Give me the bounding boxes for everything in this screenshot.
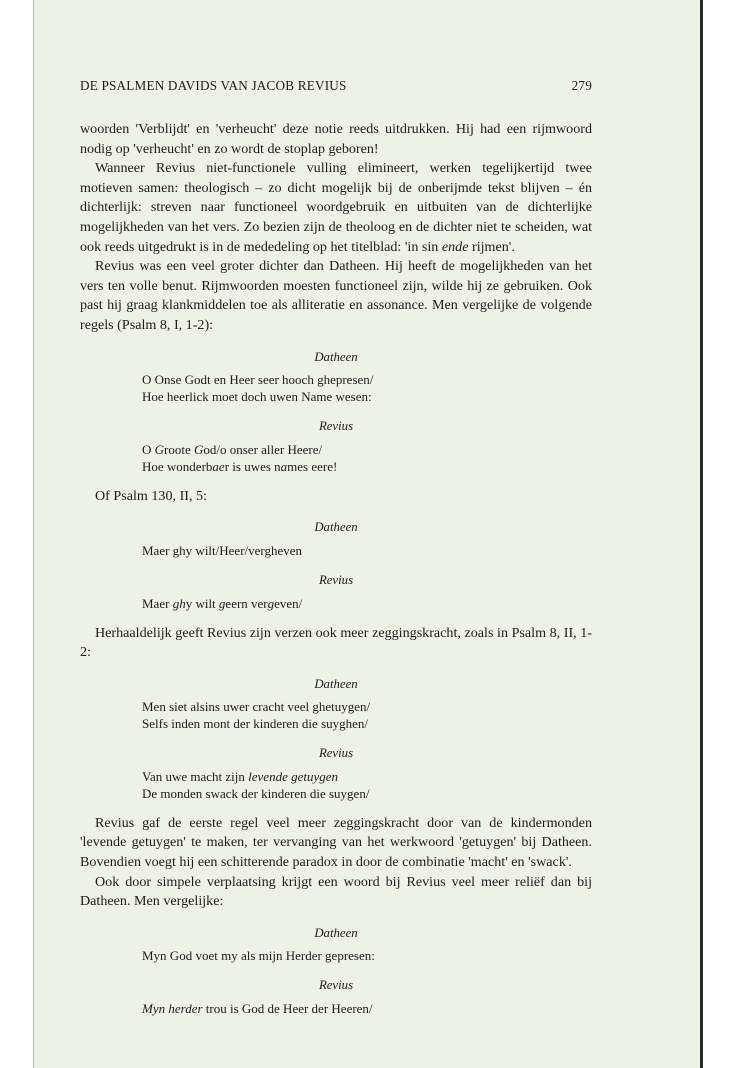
verse-emphasis: Myn herder	[142, 1001, 203, 1017]
page-number: 279	[571, 78, 592, 93]
verse-segment: roote	[164, 441, 194, 457]
verse-segment: Van uwe macht zijn	[142, 768, 249, 784]
paragraph-2-tail: rijmen'.	[468, 238, 515, 255]
spacer	[80, 475, 592, 487]
example-1	[80, 348, 592, 475]
verse-segment: O	[142, 441, 155, 457]
verse-emphasis: levende getuygen	[248, 768, 339, 784]
emphasis-ende: ende	[441, 238, 469, 255]
paragraph-6: Revius gaf de eerste regel veel meer zeggingskracht door van de kindermonden 'levende getuygen' te maken, ter vervanging van het werkwoord 'getuygen' bij Datheen. Bovendien voegt hij een schitterende paradox in door de combinatie 'macht' en 'swack'.	[80, 814, 592, 871]
verse-segment: mes eere!	[287, 458, 338, 474]
label-revius: Revius	[318, 572, 354, 587]
page-left-edge	[33, 0, 34, 1068]
paragraph-1: woorden 'Verblijdt' en 'verheucht' deze notie reeds uitdrukken. Hij had een rijmwoord nodig op 'verheucht' en zo wordt de stoplap geboren!	[80, 121, 592, 157]
running-head	[80, 78, 592, 94]
verse-emphasis: a	[280, 458, 288, 474]
page-right-edge	[700, 0, 703, 1068]
verse-segment: r is uwes n	[224, 458, 281, 474]
label-datheen: Datheen	[314, 925, 358, 940]
verse-emphasis: g	[218, 595, 226, 611]
verse-emphasis: G	[194, 441, 204, 457]
verse-line	[142, 1000, 592, 1017]
page-body	[80, 120, 592, 1017]
verse-line: Hoe heerlick moet doch uwen Name wesen:	[142, 389, 372, 405]
verse-emphasis: gh	[172, 595, 186, 611]
verse-segment: od/o onser aller Heere/	[203, 441, 323, 457]
label-revius: Revius	[318, 978, 354, 993]
verse-segment: Maer	[142, 595, 173, 611]
paragraph-4: Of Psalm 130, II, 5:	[95, 487, 207, 504]
verse-line: Men siet alsins uwer cracht veel ghetuygen/	[142, 699, 371, 715]
paragraph-2-text: Wanneer Revius niet-functionele vulling elimineert, werken tegelijkertijd twee motieven samen: theologisch – zo dicht mogelijk bij de onberijmde tekst blijven – én dichterlijk: streven naar functioneel woordgebruik en uitbuiten van de dichterlijke mogelijkheden van het vers. Zo bezien zijn de theoloog en de dichter niet te scheiden, wat ook reeds uitgedrukt is in de mededeling op het titelblad: 'in sin	[80, 160, 592, 255]
spacer	[80, 612, 592, 624]
example-3	[80, 675, 592, 802]
scan-margin	[0, 0, 34, 1068]
label-datheen: Datheen	[314, 349, 358, 364]
example-4	[80, 924, 592, 1017]
label-datheen: Datheen	[314, 676, 358, 691]
verse-segment: Hoe wonderb	[142, 458, 213, 474]
spacer	[80, 802, 592, 814]
paragraph-5: Herhaaldelijk geeft Revius zijn verzen ook meer zeggingskracht, zoals in Psalm 8, II, 1-2:	[80, 624, 592, 661]
label-revius: Revius	[318, 746, 354, 761]
verse-line: De monden swack der kinderen die suygen/	[142, 785, 370, 801]
example-2	[80, 518, 592, 611]
verse-line: Maer ghy wilt/Heer/vergheven	[142, 542, 303, 558]
label-datheen: Datheen	[314, 520, 358, 535]
paragraph-7: Ook door simpele verplaatsing krijgt een woord bij Revius veel meer reliëf dan bij Datheen. Men vergelijke:	[80, 873, 592, 910]
verse-segment: even/	[274, 595, 303, 611]
verse-line	[142, 458, 592, 475]
verse-segment: y wilt	[185, 595, 219, 611]
verse-segment: eern ver	[225, 595, 268, 611]
verse-segment: trou is God de Heer der Heeren/	[202, 1001, 373, 1017]
verse-line	[142, 595, 592, 612]
paragraph-3: Revius was een veel groter dichter dan Datheen. Hij heeft de mogelijkheden van het vers ten volle benut. Rijmwoorden moesten functioneel zijn, wilde hij ze gebruiken. Ook past hij graag klankmiddelen toe als alliteratie en assonance. Men vergelijke de volgende regels (Psalm 8, I, 1-2):	[80, 258, 592, 333]
verse-emphasis: g	[267, 595, 275, 611]
verse-line	[142, 768, 592, 785]
verse-line: O Onse Godt en Heer seer hooch ghepresen/	[142, 372, 374, 388]
verse-emphasis: ae	[212, 458, 225, 474]
verse-line: Selfs inden mont der kinderen die suyghen/	[142, 716, 369, 732]
verse-line	[142, 441, 592, 458]
running-head-title: DE PSALMEN DAVIDS VAN JACOB REVIUS	[80, 78, 347, 93]
verse-emphasis: G	[154, 441, 165, 457]
label-revius: Revius	[318, 419, 354, 434]
verse-line: Myn God voet my als mijn Herder gepresen:	[142, 948, 375, 964]
paragraph-2	[80, 159, 592, 257]
